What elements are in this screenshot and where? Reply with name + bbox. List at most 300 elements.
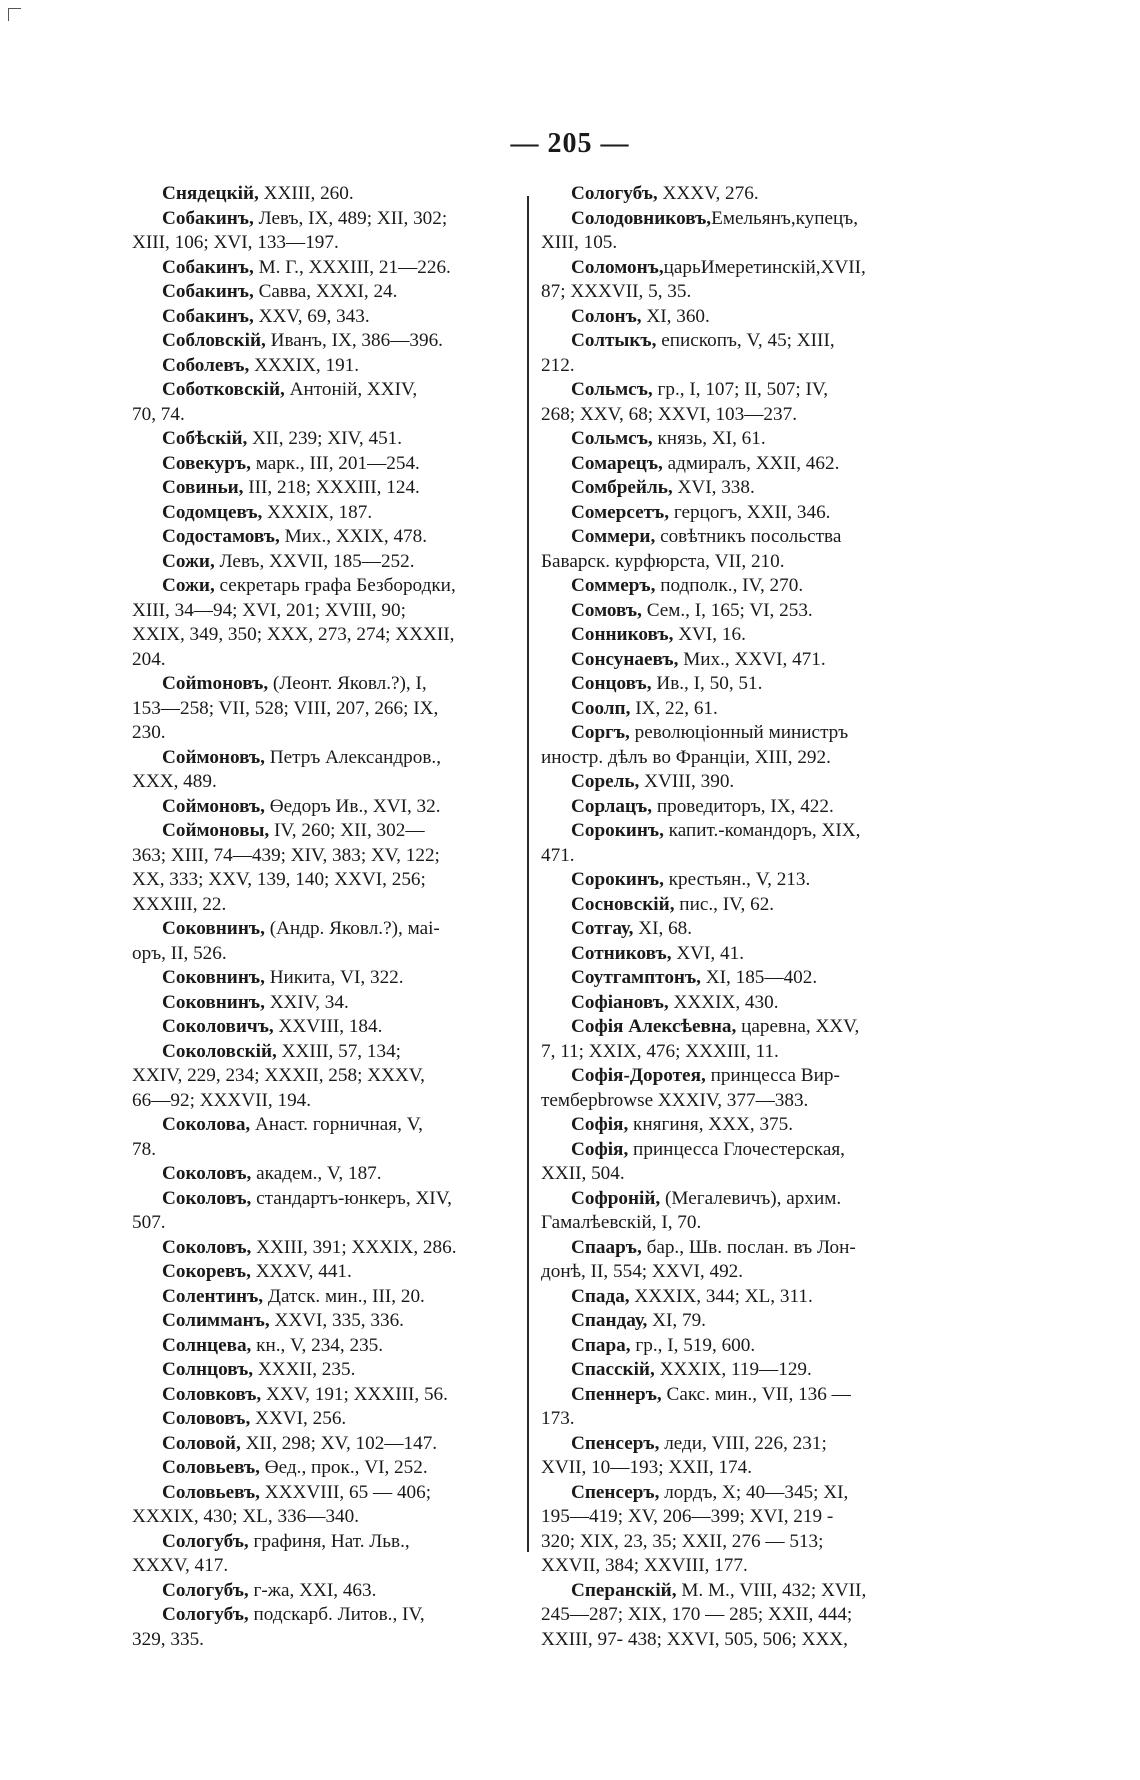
index-entry (541, 893, 938, 918)
entry-references: 507. (132, 1212, 166, 1233)
entry-references: XII, 239; XIV, 451. (247, 428, 403, 449)
index-entry-continuation (132, 697, 518, 722)
index-entry (541, 966, 938, 991)
entry-references: XXXIII, 22. (132, 893, 227, 915)
entry-references: Антоній, XXIV, (284, 379, 418, 400)
index-entry (132, 1481, 518, 1506)
index-entry (132, 1187, 518, 1212)
entry-references: Сакс. мин., VII, 136 — (661, 1383, 851, 1405)
index-entry (132, 746, 518, 771)
entry-surname: Софія Алексѣевна, (571, 1016, 737, 1037)
entry-references: подскарб. Литов., IV, (248, 1604, 425, 1625)
index-entry-continuation (132, 1138, 518, 1163)
index-entry (541, 697, 938, 722)
entry-surname: Соломонъ, (571, 256, 664, 278)
entry-references: XXXIX, 191. (249, 354, 360, 376)
entry-references: Өед., прок., VI, 252. (259, 1457, 428, 1478)
entry-references: совѣтникъ посольства (655, 526, 842, 547)
index-entry (132, 329, 518, 354)
index-entry (541, 942, 938, 967)
index-entry (132, 991, 518, 1016)
index-entry (541, 917, 938, 942)
index-entry (132, 966, 518, 991)
entry-surname: Спааръ, (571, 1236, 642, 1258)
index-entry (541, 1334, 938, 1359)
entry-surname: Соолп, (571, 697, 631, 719)
entry-surname: Сонниковъ, (571, 624, 674, 645)
entry-references: герцогъ, XXII, 346. (669, 501, 831, 523)
entry-surname: Соймоновъ, (162, 795, 265, 817)
entry-references: кн., V, 234, 235. (251, 1334, 384, 1356)
entry-surname: Содостамовъ, (162, 526, 280, 547)
entry-surname: Солововъ, (162, 1408, 251, 1429)
entry-references: 195—419; XV, 206—399; XVI, 219 - (541, 1506, 834, 1527)
entry-surname: Спенсеръ, (571, 1481, 660, 1503)
entry-surname: Сорлацъ, (571, 795, 653, 817)
index-entry-continuation (132, 868, 518, 893)
index-entry-continuation (132, 1505, 518, 1530)
entry-references: (Леонт. Яковл.?), I, (268, 673, 427, 694)
index-entry (132, 476, 518, 501)
entry-references: XVI, 338. (672, 477, 755, 498)
entry-references: проведиторъ, IX, 422. (652, 795, 834, 817)
index-entry-continuation (132, 893, 518, 918)
index-entry (132, 1334, 518, 1359)
index-entry-continuation (132, 648, 518, 673)
entry-surname: Собловскій, (162, 330, 266, 351)
entry-references: адмиралъ, XXII, 462. (662, 452, 840, 474)
index-entry (541, 1309, 938, 1334)
index-entry-continuation (541, 1554, 938, 1579)
entry-references: III, 218; XXXIII, 124. (243, 477, 420, 498)
entry-surname: Соколова, (162, 1114, 251, 1135)
entry-surname: Сосновскій, (571, 893, 675, 915)
index-entry (132, 1358, 518, 1383)
entry-references: стандартъ-юнкеръ, XIV, (251, 1187, 452, 1209)
index-entry (132, 1260, 518, 1285)
entry-references: (Мегалевичъ), архим. (660, 1187, 842, 1209)
index-entry (541, 1236, 938, 1261)
index-entry (132, 1236, 518, 1261)
index-entry-continuation (132, 721, 518, 746)
index-entry (541, 1187, 938, 1212)
index-entry (541, 501, 938, 526)
index-entry (541, 770, 938, 795)
entry-surname: Сорокинъ, (571, 820, 664, 841)
entry-surname: Собѣскій, (162, 428, 248, 449)
entry-references: подполк., IV, 270. (655, 575, 804, 596)
entry-references: графиня, Нат. Льв., (248, 1530, 410, 1552)
entry-surname: Солимманъ, (162, 1310, 270, 1331)
index-entry (541, 1138, 938, 1163)
entry-references: донѣ, II, 554; XXVI, 492. (541, 1261, 744, 1282)
index-entry (132, 354, 518, 379)
entry-references: 87; XXXVII, 5, 35. (541, 281, 692, 302)
index-entry-continuation (541, 746, 938, 771)
entry-references: царевна, XXV, (736, 1016, 860, 1037)
index-entry (541, 1358, 938, 1383)
entry-references: XXXIX, 344; XL, 311. (629, 1285, 813, 1307)
entry-surname: Спандау, (571, 1310, 648, 1331)
entry-surname: Сольмсъ, (571, 379, 653, 400)
index-entry (132, 1285, 518, 1310)
index-entry-continuation (541, 1505, 938, 1530)
entry-references: леди, VIII, 226, 231; (659, 1432, 827, 1454)
entry-references: XXVIII, 184. (273, 1016, 383, 1037)
entry-surname: Сомбрейль, (571, 477, 673, 498)
entry-references: 329, 335. (132, 1628, 204, 1650)
entry-references: лордъ, X; 40—345; XI, (659, 1481, 849, 1503)
entry-surname: Софія, (571, 1138, 629, 1160)
entry-references: марк., III, 201—254. (250, 452, 420, 474)
index-entry (541, 525, 938, 550)
entry-surname: Солтыкъ, (571, 330, 657, 351)
entry-surname: Соловьевъ, (162, 1457, 260, 1478)
entry-surname: Соловьевъ, (162, 1481, 260, 1503)
entry-surname: Сожи, (162, 575, 215, 596)
index-entry (132, 795, 518, 820)
index-entry-continuation (541, 1407, 938, 1432)
index-entry (541, 1015, 938, 1040)
entry-surname: Сорокинъ, (571, 869, 664, 890)
entry-references: Петръ Александров., (264, 746, 442, 768)
index-entry (541, 721, 938, 746)
index-entry-continuation (541, 1162, 938, 1187)
entry-references: XI, 79. (647, 1310, 706, 1331)
entry-references: Мих., XXVI, 471. (678, 648, 826, 670)
entry-surname: Софія-Доротея, (571, 1065, 706, 1086)
entry-references: XXVII, 384; XXVIII, 177. (541, 1555, 748, 1576)
index-entry (132, 1530, 518, 1555)
entry-references: XI, 68. (633, 918, 693, 939)
entry-references: XVI, 16. (673, 624, 746, 645)
index-entry-continuation (541, 354, 938, 379)
entry-references: IV, 260; XII, 302— (269, 820, 425, 841)
entry-references: XXV, 69, 343. (253, 305, 370, 327)
index-entry (541, 991, 938, 1016)
index-entry (541, 476, 938, 501)
entry-references: 70, 74. (132, 403, 185, 425)
entry-references: академ., V, 187. (251, 1163, 382, 1184)
entry-surname: Снядецкій, (162, 183, 259, 204)
entry-surname: Сольмсъ, (571, 428, 653, 449)
entry-references: XXIII, 260. (258, 183, 354, 204)
entry-surname: Солнцовъ, (162, 1359, 254, 1380)
index-entry-continuation (132, 599, 518, 624)
index-entry (541, 1285, 938, 1310)
index-entry (132, 1113, 518, 1138)
entry-surname: Содомцевъ, (162, 501, 263, 523)
entry-surname: Сомерсетъ, (571, 501, 670, 523)
entry-surname: Сокоревъ, (162, 1261, 251, 1282)
entry-references: иностр. дѣлъ во Франціи, XIII, 292. (541, 746, 831, 768)
entry-surname: Собакинъ, (162, 256, 254, 278)
entry-references: принцесса Глочестерская, (628, 1138, 845, 1160)
entry-surname: Сологубъ, (162, 1579, 249, 1601)
index-entry-continuation (541, 1260, 938, 1285)
index-entry (132, 1603, 518, 1628)
entry-references: XVI, 41. (671, 942, 745, 964)
entry-references: XXXV, 441. (250, 1261, 352, 1282)
entry-surname: Соргъ, (571, 722, 630, 743)
index-entry (132, 525, 518, 550)
entry-references: Савва, XXXI, 24. (253, 281, 398, 302)
entry-references: Гамалѣевскій, I, 70. (541, 1212, 702, 1233)
index-entry (541, 305, 938, 330)
index-entry (132, 452, 518, 477)
entry-references: Сем., I, 165; VI, 253. (641, 599, 813, 621)
entry-references: революціонный министръ (629, 722, 849, 743)
index-entry (541, 1579, 938, 1604)
entry-surname: Солонъ, (571, 305, 642, 327)
entry-surname: Солодовниковъ, (571, 207, 712, 229)
entry-surname: Спенсеръ, (571, 1432, 660, 1454)
entry-surname: Сперанскій, (571, 1579, 677, 1601)
index-entry-continuation (541, 844, 938, 869)
entry-references: Датск. мин., III, 20. (263, 1285, 425, 1307)
entry-references: XXIV, 34. (264, 991, 349, 1013)
entry-surname: Соловой, (162, 1432, 241, 1454)
index-entry-continuation (541, 403, 938, 428)
index-entry-continuation (541, 1603, 938, 1628)
entry-references: капит.-командоръ, XIX, (663, 820, 861, 841)
entry-surname: Спасскій, (571, 1359, 655, 1380)
index-entry (541, 329, 938, 354)
entry-surname: Сомарецъ, (571, 452, 663, 474)
entry-surname: Совекуръ, (162, 452, 251, 474)
index-entry (132, 1309, 518, 1334)
entry-surname: Софіановъ, (571, 991, 669, 1013)
entry-surname: Сологубъ, (162, 1530, 249, 1552)
entry-references: Анаст. горничная, V, (250, 1114, 423, 1135)
index-entry-continuation (132, 844, 518, 869)
index-entry-continuation (132, 1554, 518, 1579)
entry-surname: Сонцовъ, (571, 673, 652, 694)
entry-references: 153—258; VII, 528; VIII, 207, 266; IX, (132, 697, 439, 719)
entry-surname: Соймоновы, (162, 820, 270, 841)
entry-surname: Соколовичъ, (162, 1016, 274, 1037)
entry-surname: Софія, (571, 1114, 629, 1135)
entry-references: оръ, II, 526. (132, 942, 227, 964)
entry-references: Никита, VI, 322. (264, 967, 404, 988)
entry-references: Мих., XXIX, 478. (279, 526, 428, 547)
index-entry-continuation (541, 550, 938, 575)
entry-references: 320; XIX, 23, 35; XXII, 276 — 513; (541, 1530, 824, 1552)
entry-surname: Солнцева, (162, 1334, 252, 1356)
entry-references: секретарь графа Безбородки, (214, 575, 456, 596)
page-number: — 205 — (510, 128, 630, 159)
index-entry (132, 1383, 518, 1408)
column-divider (527, 196, 529, 1552)
index-entry (132, 182, 518, 207)
entry-references: крестьян., V, 213. (663, 869, 811, 890)
entry-references: 268; XXV, 68; XXVI, 103—237. (541, 403, 798, 425)
entry-references: епископъ, V, 45; XIII, (656, 330, 835, 351)
entry-references: Левъ, IX, 489; XII, 302; (253, 207, 448, 229)
entry-references: Баварск. курфюрста, VII, 210. (541, 550, 785, 572)
entry-references: пис., IV, 62. (674, 893, 775, 915)
index-column-right (541, 182, 938, 1652)
entry-references: XXIII, 97- 438; XXVI, 505, 506; XXX, (541, 1628, 848, 1650)
entry-surname: Соймоновъ, (162, 746, 265, 768)
entry-references: XXX, 489. (132, 771, 217, 792)
entry-references: XI, 360. (641, 305, 710, 327)
entry-references: принцесса Вир- (705, 1065, 840, 1086)
entry-references: XXXIX, 430. (668, 991, 779, 1013)
entry-surname: Сотниковъ, (571, 942, 672, 964)
entry-references: XVIII, 390. (639, 771, 735, 792)
index-entry (541, 256, 938, 281)
corner-crop-mark (8, 8, 21, 21)
entry-references: (Андр. Яковл.?), маі- (264, 918, 440, 939)
entry-references: XXIX, 349, 350; XXX, 273, 274; XXXII, (132, 624, 455, 645)
index-entry (132, 1432, 518, 1457)
entry-references: 204. (132, 648, 166, 670)
entry-surname: Соковнинъ, (162, 991, 265, 1013)
entry-surname: Собакинъ, (162, 281, 254, 302)
entry-references: XI, 185—402. (700, 967, 818, 988)
index-entry-continuation (541, 1040, 938, 1065)
entry-references: XXXV, 276. (657, 183, 759, 204)
index-entry (132, 819, 518, 844)
index-entry (541, 1113, 938, 1138)
entry-references: XXV, 191; XXXIII, 56. (261, 1383, 448, 1405)
entry-surname: Соколовъ, (162, 1187, 252, 1209)
entry-surname: Софроній, (571, 1187, 661, 1209)
index-entry-continuation (132, 403, 518, 428)
index-entry (132, 1162, 518, 1187)
entry-references: 78. (132, 1138, 156, 1160)
index-entry-continuation (541, 1211, 938, 1236)
entry-references: княгиня, XXX, 375. (628, 1114, 794, 1135)
entry-references: Иванъ, IX, 386—396. (265, 330, 443, 351)
index-entry (132, 305, 518, 330)
index-entry-continuation (541, 231, 938, 256)
index-entry (541, 623, 938, 648)
entry-references: XX, 333; XXV, 139, 140; XXVI, 256; (132, 869, 426, 890)
entry-references: Левъ, XXVII, 185—252. (214, 550, 415, 572)
index-entry (541, 648, 938, 673)
entry-references: XIII, 106; XVI, 133—197. (132, 232, 339, 253)
index-entry-continuation (132, 623, 518, 648)
entry-surname: Соммеръ, (571, 575, 656, 596)
index-entry-continuation (132, 231, 518, 256)
index-entry (541, 1481, 938, 1506)
index-entry (132, 1015, 518, 1040)
entry-references: XII, 298; XV, 102—147. (240, 1432, 438, 1454)
index-entry (541, 182, 938, 207)
entry-surname: Сологубъ, (162, 1604, 249, 1625)
entry-references: XXXIX, 119—129. (654, 1359, 812, 1380)
entry-references: XXXII, 235. (253, 1359, 356, 1380)
entry-surname: Соколовъ, (162, 1163, 252, 1184)
index-entry (541, 574, 938, 599)
entry-surname: Спара, (571, 1334, 631, 1356)
entry-references: XIII, 105. (541, 232, 618, 253)
entry-references: IX, 22, 61. (630, 697, 718, 719)
entry-references: бар., Шв. послан. въ Лон- (641, 1236, 856, 1258)
entry-references: гр., I, 519, 600. (630, 1334, 756, 1356)
index-entry-continuation (132, 1628, 518, 1653)
entry-surname: Соутгамптонъ, (571, 967, 701, 988)
entry-references: Ив., I, 50, 51. (651, 673, 763, 694)
entry-surname: Собакинъ, (162, 207, 254, 229)
index-entry (541, 868, 938, 893)
index-entry (541, 819, 938, 844)
entry-references: XXXV, 417. (132, 1555, 229, 1576)
entry-surname: Соколовъ, (162, 1236, 252, 1258)
entry-surname: Сорель, (571, 771, 640, 792)
entry-references: 173. (541, 1408, 575, 1429)
entry-surname: Сожи, (162, 550, 215, 572)
index-entry (132, 672, 518, 697)
entry-references: XXVI, 335, 336. (269, 1310, 404, 1331)
entry-references: XXIV, 229, 234; XXXII, 258; XXXV, (132, 1065, 425, 1086)
entry-references: XXXVIII, 65 — 406; (259, 1481, 432, 1503)
entry-references: 7, 11; XXIX, 476; XXXIII, 11. (541, 1040, 779, 1062)
entry-surname: Сойmоновъ, (162, 673, 269, 694)
entry-references: XXXIX, 187. (262, 501, 373, 523)
index-entry-continuation (132, 1211, 518, 1236)
index-entry (132, 1456, 518, 1481)
index-entry (132, 207, 518, 232)
entry-surname: Соковнинъ, (162, 918, 265, 939)
entry-surname: Спеннеръ, (571, 1383, 662, 1405)
entry-references: Емельянъ,купецъ, (711, 207, 859, 229)
index-entry (132, 550, 518, 575)
entry-surname: Солентинъ, (162, 1285, 264, 1307)
index-entry (541, 795, 938, 820)
entry-surname: Сотгау, (571, 918, 634, 939)
index-entry (541, 207, 938, 232)
index-entry (132, 256, 518, 281)
entry-surname: Соботковскій, (162, 379, 285, 400)
index-entry (132, 1579, 518, 1604)
entry-surname: Соловковъ, (162, 1383, 262, 1405)
index-entry (541, 599, 938, 624)
index-entry-continuation (541, 280, 938, 305)
index-entry (541, 1064, 938, 1089)
entry-references: 471. (541, 844, 575, 866)
index-entry (132, 1407, 518, 1432)
entry-references: темберbrowse XXXIV, 377—383. (541, 1089, 809, 1111)
entry-references: XXIII, 57, 134; (276, 1040, 401, 1062)
entry-surname: Собакинъ, (162, 305, 254, 327)
index-entry-continuation (132, 1064, 518, 1089)
index-entry (541, 672, 938, 697)
entry-references: 363; XIII, 74—439; XIV, 383; XV, 122; (132, 844, 440, 866)
index-entry-continuation (541, 1530, 938, 1555)
index-entry-continuation (132, 770, 518, 795)
entry-surname: Совиньи, (162, 477, 244, 498)
entry-surname: Соколовскій, (162, 1040, 277, 1062)
index-entry-continuation (132, 942, 518, 967)
entry-surname: Соболевъ, (162, 354, 250, 376)
entry-surname: Соммери, (571, 526, 656, 547)
entry-references: 245—287; XIX, 170 — 285; XXII, 444; (541, 1604, 853, 1625)
index-entry-continuation (132, 1089, 518, 1114)
entry-references: 230. (132, 722, 166, 743)
index-entry (132, 574, 518, 599)
entry-surname: Сонсунаевъ, (571, 648, 679, 670)
entry-references: XXII, 504. (541, 1163, 625, 1184)
index-entry (132, 1040, 518, 1065)
index-entry (541, 427, 938, 452)
entry-references: XIII, 34—94; XVI, 201; XVIII, 90; (132, 599, 406, 621)
entry-references: XXXIX, 430; XL, 336—340. (132, 1506, 360, 1527)
index-entry (132, 427, 518, 452)
entry-references: XVII, 10—193; XXII, 174. (541, 1457, 753, 1478)
